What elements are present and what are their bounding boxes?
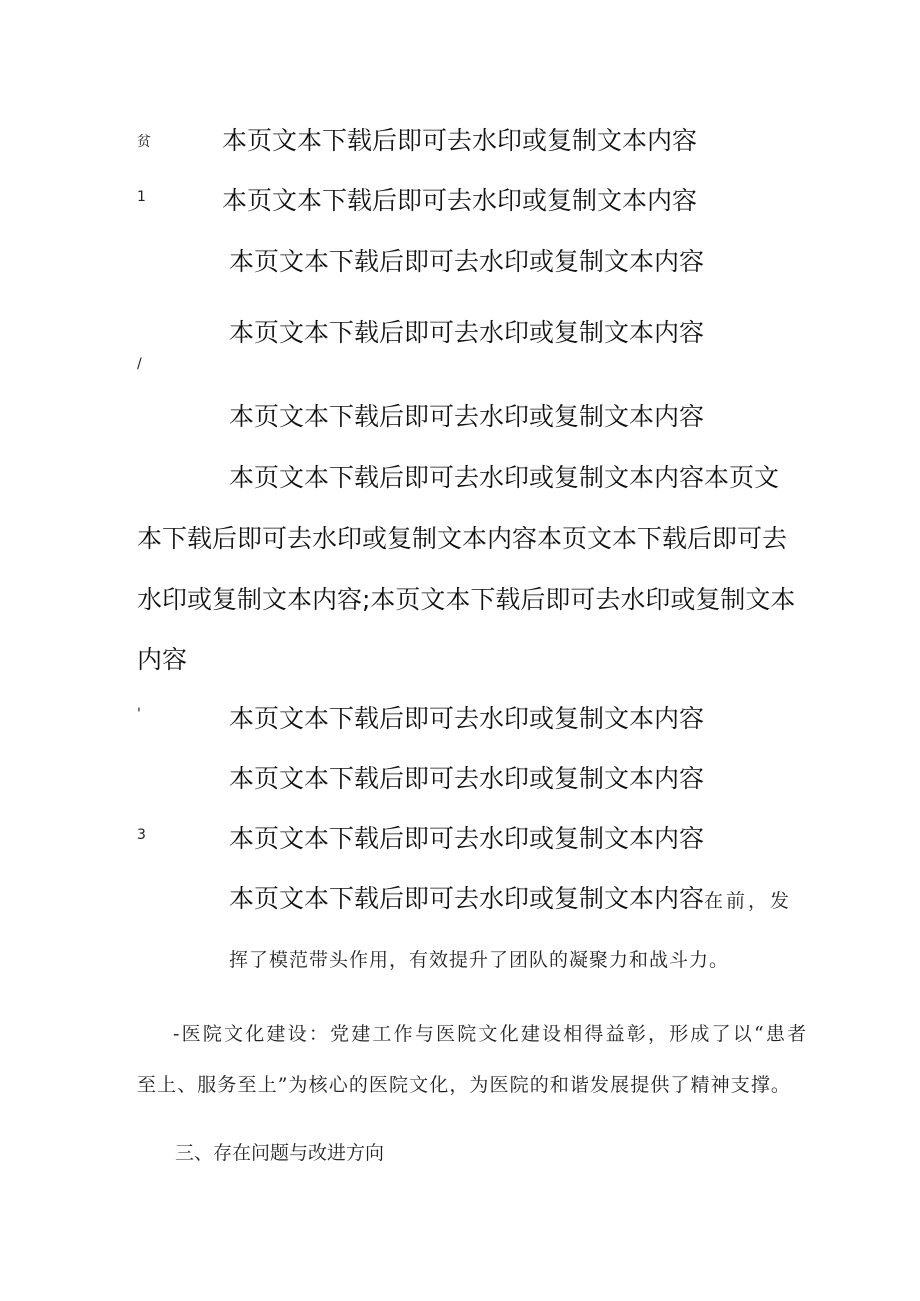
text-line-tail: 在前，发 xyxy=(704,890,793,912)
text-line: 本页文本下载后即可去水印或复制文本内容 xyxy=(229,884,705,913)
paragraph-line: 本下载后即可去水印或复制文本内容本页文本下载后即可去 xyxy=(137,524,788,553)
text-line-mixed xyxy=(229,886,792,911)
body-line: 挥了模范带头作用，有效提升了团队的凝聚力和战斗力。 xyxy=(229,949,730,971)
culture-paragraph-line: 至上、服务至上”为核心的医院文化，为医院的和谐发展提供了精神支撑。 xyxy=(137,1074,792,1096)
text-line: 本页文本下载后即可去水印或复制文本内容 xyxy=(229,247,705,276)
text-line: 本页文本下载后即可去水印或复制文本内容 xyxy=(229,824,705,853)
paragraph-line: 水印或复制文本内容;本页文本下载后即可去水印或复制文本 xyxy=(137,585,796,614)
margin-mark: / xyxy=(137,356,142,372)
paragraph-line: 内容 xyxy=(137,645,188,674)
margin-mark: ' xyxy=(137,706,141,722)
text-line: 本页文本下载后即可去水印或复制文本内容 xyxy=(229,704,705,733)
culture-paragraph-line: -医院文化建设：党建工作与医院文化建设相得益彰，形成了以“患者 xyxy=(173,1023,809,1045)
text-line: 本页文本下载后即可去水印或复制文本内容 xyxy=(222,186,698,215)
section-heading: 三、存在问题与改进方向 xyxy=(175,1142,385,1164)
paragraph-line: 本页文本下载后即可去水印或复制文本内容本页文 xyxy=(229,463,780,492)
text-line: 本页文本下载后即可去水印或复制文本内容 xyxy=(229,764,705,793)
text-line: 本页文本下载后即可去水印或复制文本内容 xyxy=(229,318,705,347)
text-line: 本页文本下载后即可去水印或复制文本内容 xyxy=(229,402,705,431)
text-line: 本页文本下载后即可去水印或复制文本内容 xyxy=(222,126,698,155)
margin-mark: 3 xyxy=(137,827,146,843)
margin-mark: 1 xyxy=(137,189,146,205)
margin-mark: 贫 xyxy=(137,134,151,150)
